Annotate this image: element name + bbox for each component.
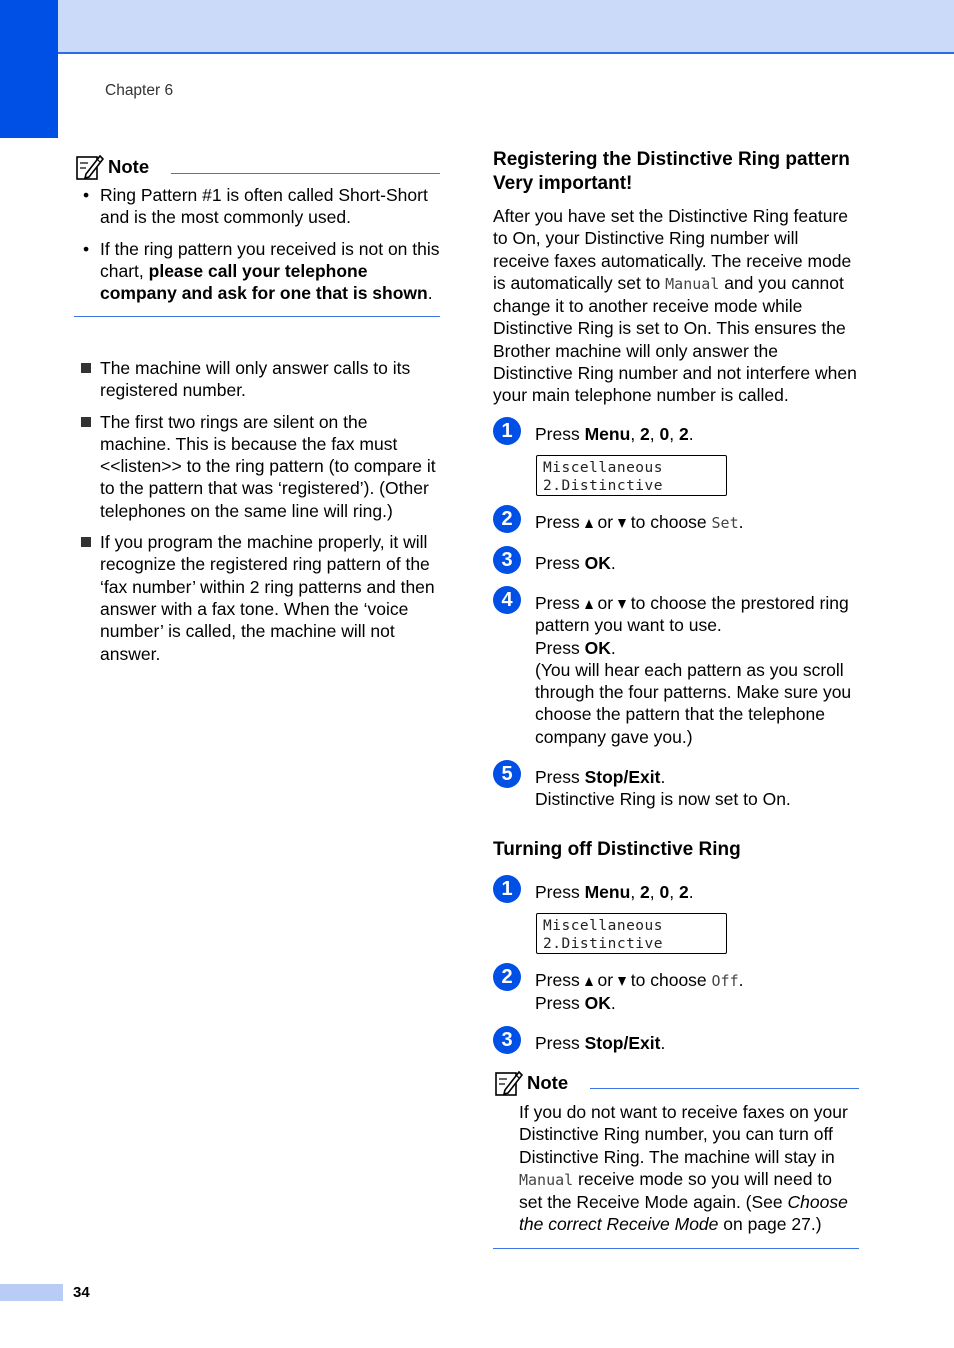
down-arrow-icon [618,519,626,528]
up-arrow-icon [585,600,593,609]
chapter-label: Chapter 6 [105,82,174,99]
note-rule [171,173,440,174]
step-1: 1 Press Menu, 2, 0, 2. [493,423,857,445]
step-number-badge: 5 [493,760,521,788]
intro-paragraph: After you have set the Distinctive Ring feature to On, your Distinctive Ring number will receive faxes automatically. The receive mode is automatically set to Manual and you cannot change it to another receive mode while Distinctive Ring is set to On. This ensures the Brother machine will only answer the Distinctive Ring number and not interfere when your main telephone number is called. [493,206,857,406]
step-2: 2 Press or to choose Set. [493,511,857,534]
note-box-right [493,1068,859,1249]
section-heading-register: Registering the Distinctive Ring pattern Very important! [493,149,850,194]
note-bottom-rule [74,316,440,317]
note-pencil-icon [493,1068,523,1098]
step-number-badge: 2 [493,963,521,991]
lcd-display: Miscellaneous 2.Distinctive [536,455,727,496]
step-2-off: 2 Press or to choose Off. Press OK. [493,969,857,1015]
note-box-left [74,152,440,317]
footer-band [0,1284,63,1301]
note-bullet: • If the ring pattern you received is not on this chart, please call your telephone company and ask for one that is shown. [83,238,440,304]
bullet-list [73,357,440,665]
header-band [0,0,954,54]
note-bullet: • Ring Pattern #1 is often called Short-Short and is the most commonly used. [83,185,428,228]
step-5: 5 Press Stop/Exit. Distinctive Ring is now set to On. [493,766,857,811]
down-arrow-icon [618,977,626,986]
step-4: 4 Press or to choose the prestored ring pattern you want to use. Press OK. (You will hear each pattern as you scroll through the four patterns. Make sure you choose the pattern that the telephone company gave you.) [493,592,857,748]
lcd-display: Miscellaneous 2.Distinctive [536,913,727,954]
note-rule [590,1088,859,1089]
step-number-badge: 3 [493,546,521,574]
step-number-badge: 3 [493,1026,521,1054]
step-1-off: 1 Press Menu, 2, 0, 2. [493,881,857,903]
step-number-badge: 1 [493,875,521,903]
note-body: If you do not want to receive faxes on your Distinctive Ring number, you can turn off Distinctive Ring. The machine will stay in Manual receive mode so you will need to set the Receive Mode again. (See Choose the correct Receive Mode on page 27.) [519,1102,848,1235]
step-number-badge: 1 [493,417,521,445]
list-item: The machine will only answer calls to its registered number. [73,357,440,402]
chapter-tab [0,0,58,138]
page-number: 34 [73,1284,90,1301]
step-3: 3 Press OK. [493,552,857,574]
step-number-badge: 2 [493,505,521,533]
list-item: If you program the machine properly, it will recognize the registered ring pattern of the ‘fax number’ within 2 ring patterns and then answer with a fax tone. When the ‘voice number’ is called, the machine will not answer. [73,531,440,665]
up-arrow-icon [585,519,593,528]
list-item: The first two rings are silent on the machine. This is because the fax must <<listen>> to the ring pattern (to compare it to the pattern that was ‘registered’). (Other telephones on the same line will ring.) [73,411,440,522]
up-arrow-icon [585,977,593,986]
down-arrow-icon [618,600,626,609]
note-title: Note [527,1071,569,1093]
step-3-off: 3 Press Stop/Exit. [493,1032,857,1054]
note-pencil-icon [74,152,104,182]
note-title: Note [108,155,150,177]
step-number-badge: 4 [493,586,521,614]
note-bottom-rule [493,1248,859,1249]
section-heading-turn-off: Turning off Distinctive Ring [493,839,741,860]
